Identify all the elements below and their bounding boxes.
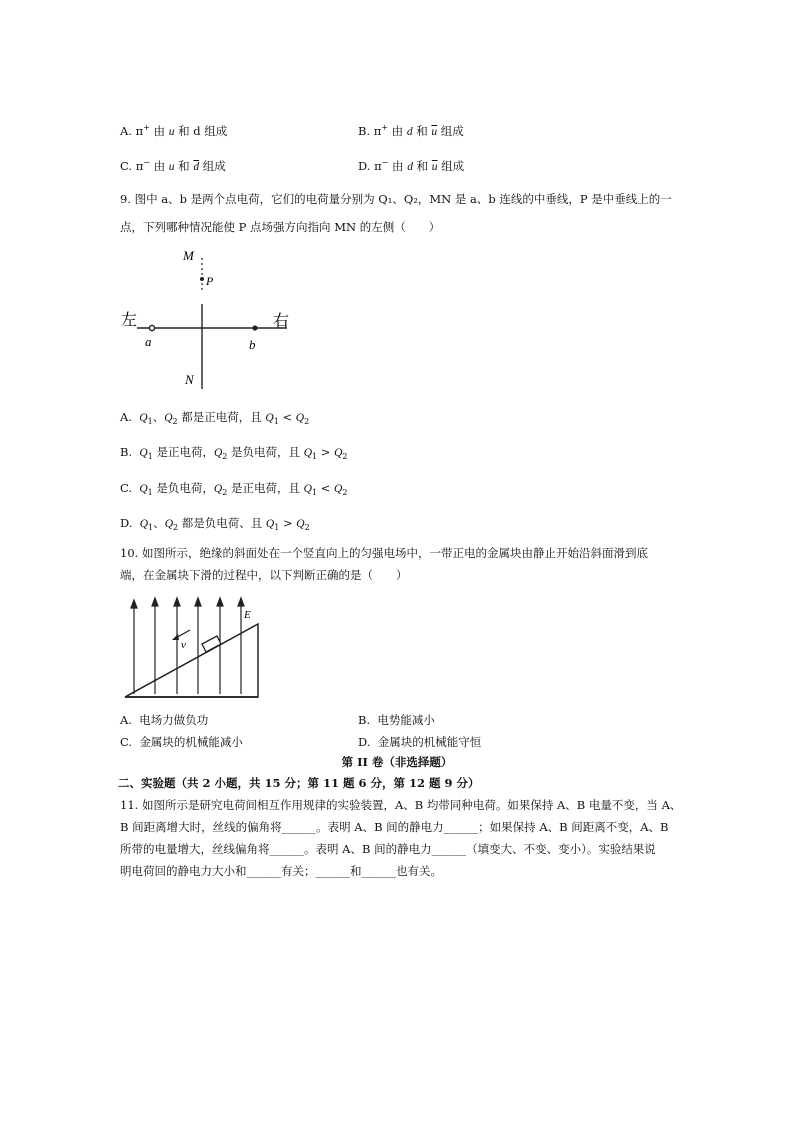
- label-b: b: [249, 337, 256, 352]
- q10-option-d: D. 金属块的机械能守恒: [358, 735, 482, 749]
- section-title: 第 II 卷（非选择题）: [341, 755, 453, 769]
- label-left: 左: [121, 310, 138, 329]
- q11-line1: 11. 如图所示是研究电荷间相互作用规律的实验装置，A、B 均带同种电荷。如果保持 A、B 电量不变，当 A、: [120, 798, 682, 812]
- q8-option-b: B. π+ 由 d 和 $\overline{u}$ 组成: [358, 123, 464, 138]
- q8-option-d: D. π− 由 d 和 $\overline{u}$ 组成: [358, 158, 465, 173]
- q9-stem-line1: 9. 图中 a、b 是两个点电荷，它们的电荷量分别为 Q₁、Q₂，MN 是 a、b 连线的中垂线，P 是中垂线上的一: [120, 192, 672, 206]
- field-lines: [131, 598, 244, 694]
- q10-option-a: A. 电场力做负功: [120, 713, 209, 727]
- q11-line2: B 间距离增大时，丝线的偏角将______。表明 A、B 间的静电力______；如果保持 A、B 间距离不变，A、B: [120, 820, 669, 834]
- q9-option-d: D. $Q_1$、$Q_2$ 都是负电荷、且 $Q_1 > Q_2$: [120, 516, 310, 532]
- incline: [125, 624, 258, 697]
- metal-block: [202, 636, 221, 652]
- q8-option-a: A. π+ 由 u 和 d 组成: [120, 123, 228, 138]
- section-heading: 二、实验题（共 2 小题，共 15 分；第 11 题 6 分，第 12 题 9 分）: [118, 776, 480, 790]
- charge-b: [252, 325, 257, 330]
- q11-line4: 明电荷回的静电力大小和______有关；______和______也有关。: [120, 864, 442, 878]
- q10-stem-line2: 端，在金属块下滑的过程中，以下判断正确的是（ ）: [120, 568, 408, 582]
- q11-line3: 所带的电量增大，丝线偏角将______。表明 A、B 间的静电力______（填变大、不变、变小）。实验结果说: [120, 842, 656, 856]
- label-p: P: [206, 274, 214, 288]
- q10-stem-line1: 10. 如图所示，绝缘的斜面处在一个竖直向上的匀强电场中，一带正电的金属块由静止开始沿斜面滑到底: [120, 546, 648, 560]
- label-n: N: [185, 372, 194, 387]
- q9-option-a: A. $Q_1$、$Q_2$ 都是正电荷，且 $Q_1 < Q_2$: [120, 410, 310, 426]
- q10-option-b: B. 电势能减小: [358, 713, 435, 727]
- q10-figure: [120, 594, 270, 704]
- q10-option-c: C. 金属块的机械能减小: [120, 735, 243, 749]
- q9-figure: [115, 244, 315, 394]
- label-a: a: [145, 334, 152, 349]
- q9-option-b: B. $Q_1$ 是正电荷，$Q_2$ 是负电荷，且 $Q_1 > Q_2$: [120, 445, 348, 461]
- label-e: E: [244, 609, 251, 621]
- point-p: [200, 277, 204, 281]
- q9-stem-line2: 点，下列哪种情况能使 P 点场强方向指向 MN 的左侧（ ）: [120, 220, 441, 234]
- label-m: M: [183, 248, 194, 263]
- q8-option-c: C. π− 由 u 和 $\overline{d}$ 组成: [120, 158, 226, 173]
- label-v: v: [181, 639, 186, 651]
- charge-a: [149, 325, 154, 330]
- q9-option-c: C. $Q_1$ 是负电荷，$Q_2$ 是正电荷，且 $Q_1 < Q_2$: [120, 481, 348, 497]
- label-right: 右: [273, 311, 290, 330]
